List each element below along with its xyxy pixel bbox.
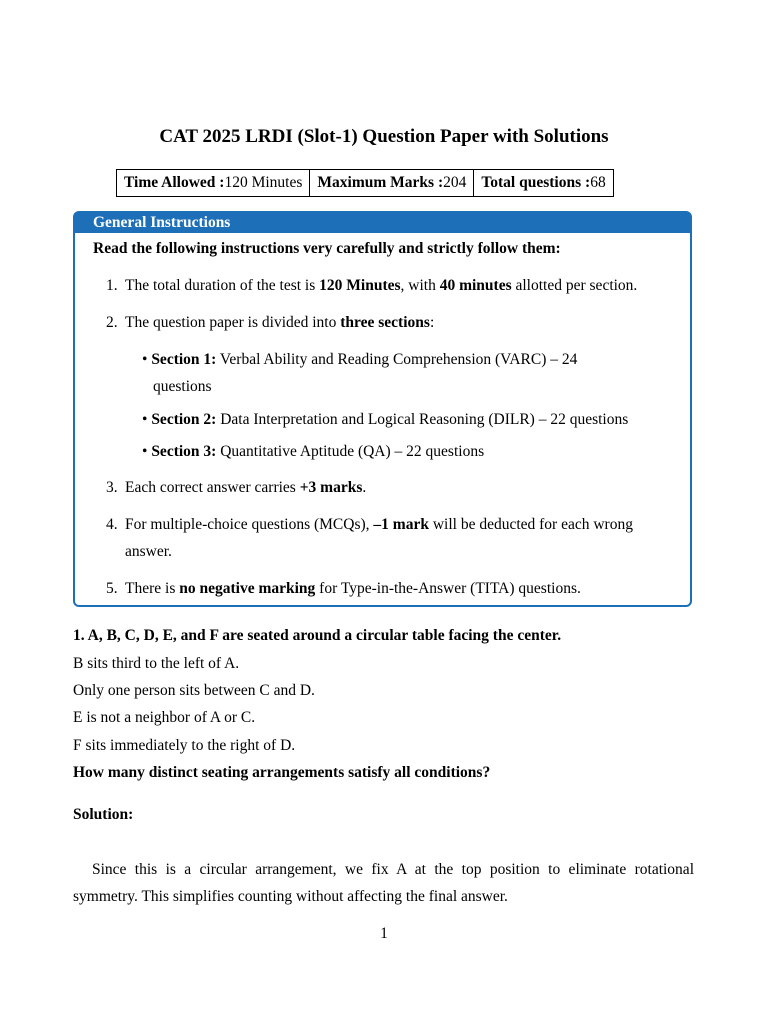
instruction-number: 2. (106, 314, 118, 331)
total-questions-cell (474, 170, 613, 197)
section-bullet-item (142, 411, 628, 429)
instruction-text: The total duration of the test is (125, 277, 320, 294)
total-questions-value: 68 (590, 174, 606, 191)
bullet-icon: • (142, 351, 148, 368)
instruction-text: The question paper is divided into (125, 314, 341, 331)
time-allowed-cell (117, 170, 310, 197)
question-condition: Only one person sits between C and D. (73, 682, 315, 699)
instruction-item (125, 277, 637, 295)
instruction-emphasis: no negative marking (179, 580, 316, 597)
question-ask: How many distinct seating arrangements satisfy all conditions? (73, 764, 491, 781)
section-label: Section 1: (151, 351, 217, 368)
question-condition: E is not a neighbor of A or C. (73, 709, 256, 726)
question-heading: 1. A, B, C, D, E, and F are seated around a circular table facing the center. (73, 627, 562, 644)
instruction-text: , with (400, 277, 440, 294)
section-text: Verbal Ability and Reading Comprehension (VARC) – 24 (216, 351, 578, 368)
section-bullet-item (142, 443, 484, 461)
time-allowed-label: Time Allowed : (124, 174, 225, 191)
page-number: 1 (380, 925, 388, 942)
instruction-text: . (362, 479, 367, 496)
instruction-text: allotted per section. (511, 277, 638, 294)
solution-label: Solution: (73, 806, 134, 823)
maximum-marks-value: 204 (443, 174, 467, 191)
instruction-emphasis: three sections (340, 314, 430, 331)
instruction-text: for Type-in-the-Answer (TITA) questions. (315, 580, 581, 597)
bullet-icon: • (142, 411, 148, 428)
section-bullet-item (142, 351, 577, 369)
question-condition: B sits third to the left of A. (73, 655, 240, 672)
instruction-emphasis: +3 marks (299, 479, 363, 496)
section-text: Quantitative Aptitude (QA) – 22 questions (216, 443, 485, 460)
section-text-continuation: questions (153, 378, 212, 395)
section-label: Section 3: (151, 443, 217, 460)
page-title: CAT 2025 LRDI (Slot-1) Question Paper with Solutions (159, 126, 609, 147)
instruction-text-continuation: answer. (125, 543, 172, 560)
time-allowed-value: 120 Minutes (224, 174, 303, 191)
instruction-item (125, 516, 633, 534)
total-questions-label: Total questions : (481, 174, 591, 191)
exam-meta-table (116, 169, 614, 197)
general-instructions-box (73, 211, 692, 607)
instruction-number: 4. (106, 516, 118, 533)
maximum-marks-label: Maximum Marks : (317, 174, 444, 191)
instruction-number: 1. (106, 277, 118, 294)
instruction-number: 5. (106, 580, 118, 597)
instruction-emphasis: 120 Minutes (319, 277, 401, 294)
instruction-item (125, 580, 581, 598)
instruction-text: : (429, 314, 435, 331)
question-condition: F sits immediately to the right of D. (73, 737, 296, 754)
instruction-number: 3. (106, 479, 118, 496)
instruction-item (125, 314, 434, 332)
maximum-marks-cell (310, 170, 474, 197)
section-text: Data Interpretation and Logical Reasoning (DILR) – 22 questions (216, 411, 629, 428)
instruction-item (125, 479, 366, 497)
solution-paragraph: Since this is a circular arrangement, we fix A at the top position to eliminate rotational symmetry. This simplifies counting without affecting the final answer. (73, 861, 694, 905)
bullet-icon: • (142, 443, 148, 460)
instruction-text: There is (125, 580, 180, 597)
instruction-text: For multiple-choice questions (MCQs), (125, 516, 374, 533)
instruction-emphasis: 40 minutes (439, 277, 512, 294)
section-label: Section 2: (151, 411, 217, 428)
instruction-text: Each correct answer carries (125, 479, 300, 496)
instruction-emphasis: –1 mark (373, 516, 429, 533)
instruction-text: will be deducted for each wrong (428, 516, 633, 533)
instructions-header: General Instructions (75, 213, 690, 233)
instructions-lead: Read the following instructions very carefully and strictly follow them: (93, 240, 561, 257)
